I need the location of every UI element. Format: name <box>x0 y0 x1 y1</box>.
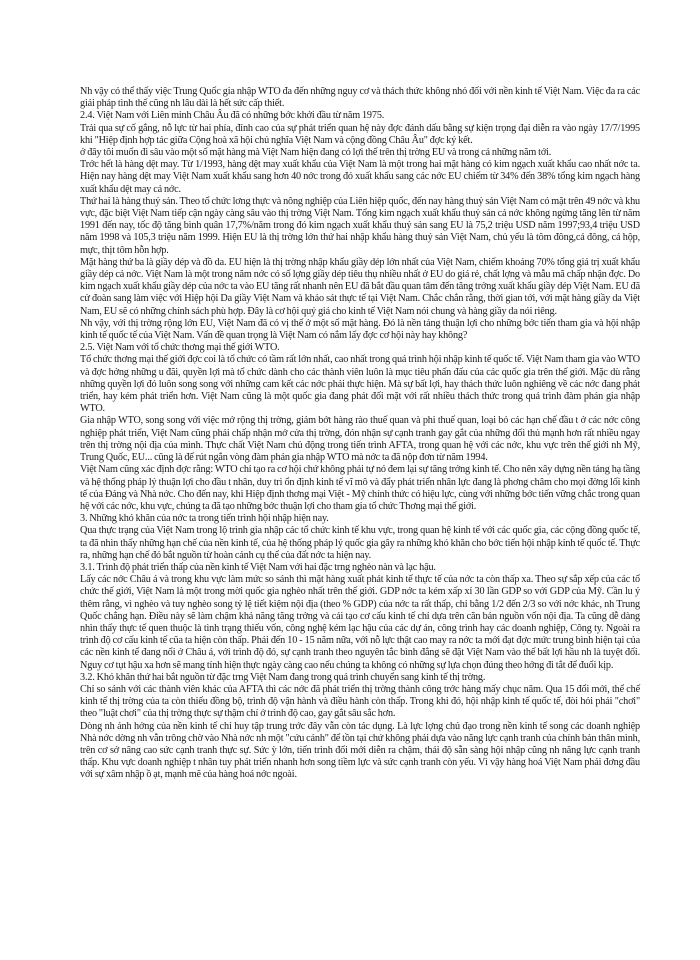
section-heading-3: 3. Những khó khăn của nớc ta trong tiến trình hội nhập hiện nay. <box>80 513 329 525</box>
paragraph-wto-opportunity: Việt Nam cũng xác định đợc rằng: WTO chỉ tạo ra cơ hội chứ không phải tự nó đem lại sự tăng trởng kinh tế. Cho nên xây dựng nền tảng hạ tầng và hệ thống pháp lý thuận lợi cho đầu t nhân, duy trì ổn định kinh tế vĩ mô và đẩy phát triển nhân lực đang là phơng châm cho mọi đờng lối kinh tế của Đảng và Nhà nớc. Cho đến nay, khi Hiệp định thơng mại Việt - Mỹ chính thức có hiệu lực, cùng với những bớc tiến vững chắc trong quan hệ với các nớc, khu vực, chúng ta đã tạo những bớc thuận lợi cho tham gia tổ chức Thơng mại thế giới. <box>80 464 640 512</box>
document-page <box>80 86 640 782</box>
paragraph-market-economy: Chỉ so sánh với các thành viên khác của AFTA thì các nớc đã phát triển thị trờng thành công trớc hàng mấy chục năm. Qua 15 đổi mới, thể chế kinh tế thị trờng của ta còn thiếu đồng bộ, trình độ vận hành và điều hành còn thấp. Trong khi đó, hội nhập kinh tế quốc tế, đòi hỏi phải "chơi" theo "luật chơi" của thị trờng thực sự thậm chí ở trình độ cao, gay gắt sâu sắc hơn. <box>80 683 640 720</box>
section-heading-3-2: 3.2. Khó khăn thứ hai bắt nguồn từ đặc trng Việt Nam đang trong quá trình chuyển sang kinh tế thị trờng. <box>80 671 486 683</box>
paragraph-wto-overview: Tổ chức thơng mại thế giới đợc coi là tổ chức có tầm rất lớn nhất, cao nhất trong quá trình hội nhập kinh tế quốc tế. Việt Nam tham gia vào WTO và đợc hởng những u đãi, quyền lợi mà tổ chức dành cho các thành viên luôn là mục tiêu phấn đấu của các quốc gia trên thế giới. Mặc dù rằng những quyền lợi đó luôn song song với những cam kết các nớc phải thực hiện. Mà sự bất lợi, hay thách thức luôn nghiêng về các nớc đang phát triển, hay kém phát triển hơn. Việt Nam cũng là một quốc gia đang phát đối mặt với rất nhiều thách thức trong quá trình đàm phán gia nhập WTO. <box>80 354 640 415</box>
paragraph-eu-agreement: Trải qua sự cố gắng, nỗ lực từ hai phía, đỉnh cao của sự phát triển quan hệ này đợc đánh dấu bằng sự kiện trọng đại diễn ra vào ngày 17/7/1995 khi "Hiệp định hợp tác giữa Cộng hoà xã hội chủ nghĩa Việt Nam và cộng đồng Châu Âu" đợc ký kết. <box>80 122 640 146</box>
paragraph-intro-conclusion: Nh vậy có thể thấy việc Trung Quốc gia nhập WTO đa đến những nguy cơ và thách thức không nhỏ đối với nền kinh tế Việt Nam. Việc đa ra các giải pháp tình thế cũng nh lâu dài là hết sức cấp thiết. <box>80 86 640 110</box>
paragraph-footwear: Mặt hàng thứ ba là giầy dép và đồ da. EU hiện là thị trờng nhập khẩu giầy dép lớn nhất của Việt Nam, chiếm khoảng 70% tổng giá trị xuất khẩu giầy dép cả nớc. Việt Nam là một trong năm nớc có số lợng giầy dép tiêu thụ nhiều nhất ở EU do giá rẻ, chất lợng và mẫu mã chấp nhận đợc. Do kim ngạch xuất khẩu giầy dép của nớc ta vào EU tăng rất nhanh nên EU đã bắt đầu quan tâm đến tăng trởng xuất khẩu giầy dép Việt Nam. EU đã cử đoàn sang làm việc với Hiệp hội Da giầy Việt Nam và khảo sát thực tế tại Việt Nam. Chắc chắn rằng, thời gian tới, với mặt hàng giầy da Việt Nam, EU sẽ có những chính sách phù hợp. Đây là cơ hội quý giá cho kinh tế Việt Nam nói chung và hàng giầy da nói riêng. <box>80 256 640 317</box>
paragraph-textiles: Trớc hết là hàng dệt may. Từ 1/1993, hàng dệt may xuất khẩu của Việt Nam là một trong hai mặt hàng có kim ngạch xuất khẩu cao nhất nớc ta. Hiện nay hàng dệt may Việt Nam xuất khẩu sang hơn 40 nớc trong đó xuất khẩu sang các nớc EU chiếm từ 34% đến 38% tổng kim ngạch hàng xuất khẩu dệt may cả nớc. <box>80 159 640 195</box>
paragraph-eu-summary: Nh vậy, với thị trờng rộng lớn EU, Việt Nam đã có vị thế ở một số mặt hàng. Đó là nền tảng thuận lợi cho những bớc tiến tham gia và hội nhập kinh tế quốc tế của Việt Nam. Vấn đề quan trọng là Việt Nam có nắm lấy đợc cơ hội này hay không? <box>80 317 640 342</box>
section-heading-2-5: 2.5. Việt Nam với tổ chức thơng mại thế giới WTO. <box>80 342 280 354</box>
paragraph-state-enterprises: Dòng nh ảnh hởng của nền kinh tế chỉ huy tập trung trớc đây vẫn còn tác dụng. Là lực lợng chủ đạo trong nền kinh tế song các doanh nghiệp Nhà nớc dờng nh vẫn trông chờ vào Nhà nớc nh một "cứu cánh" để tồn tại chứ không phải dựa vào năng lực cạnh tranh của chính bản thân mình, trên cơ sở nâng cao sức cạnh tranh thực sự. Sức ỳ lớn, tiến trình đổi mới diễn ra chậm, thái độ sẵn sàng hội nhập cũng nh năng lực cạnh tranh thấp. Khu vực doanh nghiệp t nhân tuy phát triển nhanh hơn song tiềm lực và sức cạnh tranh còn yếu. Vì vậy hàng hoá Việt Nam phải đơng đầu với sự xâm nhập ồ ạt, mạnh mẽ của hàng hoá nớc ngoài. <box>80 720 640 781</box>
section-heading-2-4: 2.4. Việt Nam với Liên minh Châu Âu đã có những bớc khởi đầu từ năm 1975. <box>80 110 385 122</box>
paragraph-eu-focus: ở đây tôi muốn đi sâu vào một số mặt hàng mà Việt Nam hiện đang có lợi thế trên thị trờng EU và trong cả những năm tới. <box>80 147 552 159</box>
section-heading-3-1: 3.1. Trình độ phát triển thấp của nền kinh tế Việt Nam với hai đặc trng nghèo nàn và lạc hậu. <box>80 561 436 573</box>
paragraph-difficulties-intro: Qua thực trạng của Việt Nam trong lộ trình gia nhập các tổ chức kinh tế khu vực, trong quan hệ kinh tế với các quốc gia, các cộng đồng quốc tế, ta đã nhìn thấy những hạn chế của nền kinh tế, của hệ thống pháp lý quốc gia gây ra những khó khăn cho bớc tiến hội nhập kinh tế quốc tế. Thực ra, những hạn chế đó bắt nguồn từ hoàn cảnh cụ thể của đất nớc ta hiện nay. <box>80 525 640 561</box>
paragraph-seafood: Thứ hai là hàng thuỷ sản. Theo tổ chức lơng thực và nông nghiệp của Liên hiệp quốc, đến nay hàng thuỷ sản Việt Nam có mặt trên 49 nớc và khu vực, đặc biệt Việt Nam tiếp cận ngày càng sâu vào thị trờng Việt Nam. Tổng kim ngạch xuất khẩu thuỷ sản cả nớc không ngừng tăng lên từ năm 1991 đến nay, tốc độ tăng bình quân 17,7%/năm trong đó kim ngạch xuất khẩu thuỷ sản sang EU là 75,2 triệu USD năm 1997;93,4 triệu USD năm 1998 và 105,3 triệu năm 1999. Hiện EU là thị trờng lớn thứ hai nhập khẩu hàng thuỷ sản Việt Nam, chủ yếu là tôm đông,cá đông, cá hộp, mực, thịt tôm hỗn hợp. <box>80 195 640 256</box>
paragraph-wto-accession: Gia nhập WTO, song song với việc mở rộng thị trờng, giảm bớt hàng rào thuế quan và phi thuế quan, loại bỏ các hạn chế đầu t ở các nớc công nghiệp phát triển, Việt Nam cũng phải chấp nhận mở cửa thị trờng, đón nhận sự cạnh tranh gay gắt của những đối thủ mạnh hơn rất nhiều ngay trên thị trờng nội địa của mình. Thực chất Việt Nam chủ động trong tiến trình AFTA, trong quan hệ với các nớc, khu vực trên thế giới nh Mỹ, Trung Quốc, EU... cũng là để rút ngắn vòng đàm phán gia nhập WTO mà nớc ta đã nộp đơn từ năm 1994. <box>80 415 640 464</box>
paragraph-development-level: Lấy các nớc Châu á và trong khu vực làm mức so sánh thì mặt hàng xuất phát kinh tế thực tế của nớc ta còn thấp xa. Theo sự sắp xếp của các tổ chức thế giới, Việt Nam là một trong mời quốc gia nghèo nhất trên thế giới. GDP nớc ta kém xấp xỉ 30 lần GDP so với GDP của Mỹ. Cần lu ý thêm rằng, vì nghèo và tuy nghèo song tỷ lệ tiết kiệm nội địa (theo % GDP) của nớc ta rất thấp, chỉ bằng 1/2 đến 2/3 so với nớc khác, nh Trung Quốc chẳng hạn. Điều này sẽ làm chậm khả năng tăng trởng và cải tạo cơ cấu kinh tế chỉ dựa trên căn bản nguồn vốn nội địa. Ta cũng dễ dàng nhìn thấy thực tế quen thuộc là tình trạng thiếu vốn, công nghệ kém lạc hậu của các dự án, công trình hay các doanh nghiệp, Công ty. Ngoài ra trình độ cơ cấu kinh tế cũa ta hiện còn thấp. Phải đến 10 - 15 năm nữa, với nỗ lực thật cao may ra nớc ta mới đạt đợc mức trung bình hiện tại của các nền kinh tế đang nổi ở Châu á, với trình độ đó, sự cạnh tranh theo nguyên tắc bình đẳng sẽ đặt Việt Nam vào thế bất lợi hầu nh là tuyệt đối. Nguy cơ tụt hậu xa hơn sẽ mang tính hiện thực ngày càng cao nếu chúng ta không có những sự lựa chọn đúng theo hớng đi tắt để đuổi kịp. <box>80 574 640 671</box>
